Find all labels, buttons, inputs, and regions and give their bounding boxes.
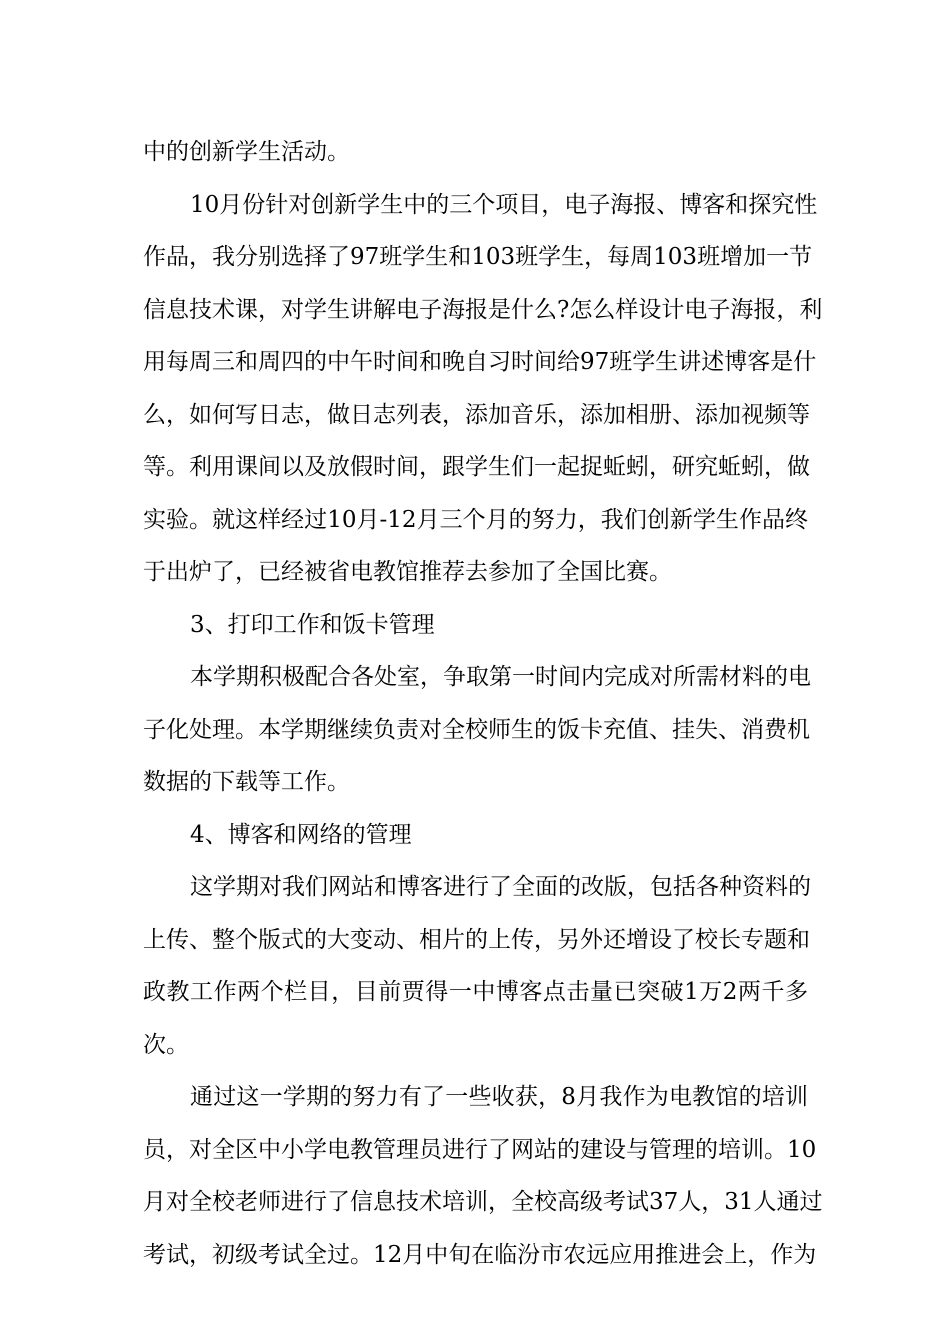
text-line: 考试，初级考试全过。12月中旬在临汾市农远应用推进会上，作为 xyxy=(143,1241,817,1268)
text-line: 实验。就这样经过10月-12月三个月的努力，我们创新学生作品终 xyxy=(143,506,808,533)
text-line: 数据的下载等工作。 xyxy=(143,769,350,795)
text-line: 等。利用课间以及放假时间，跟学生们一起捉蚯蚓，研究蚯蚓，做 xyxy=(143,454,810,480)
text-line: 于出炉了，已经被省电教馆推荐去参加了全国比赛。 xyxy=(143,559,672,585)
text-line: 这学期对我们网站和博客进行了全面的改版，包括各种资料的 xyxy=(190,874,811,900)
text-line: 通过这一学期的努力有了一些收获，8月我作为电教馆的培训 xyxy=(190,1084,808,1110)
text-line: 政教工作两个栏目，目前贾得一中博客点击量已突破1万2两千多 xyxy=(143,979,808,1005)
text-line: 作品，我分别选择了97班学生和103班学生，每周103班增加一节 xyxy=(143,244,813,270)
text-line: 么，如何写日志，做日志列表，添加音乐，添加相册、添加视频等 xyxy=(143,401,810,428)
text-line: 用每周三和周四的中午时间和晚自习时间给97班学生讲述博客是什 xyxy=(143,349,817,375)
text-line: 子化处理。本学期继续负责对全校师生的饭卡充值、挂失、消费机 xyxy=(143,716,810,743)
text-line: 员，对全区中小学电教管理员进行了网站的建设与管理的培训。10 xyxy=(143,1136,817,1163)
section-heading: 3、打印工作和饭卡管理 xyxy=(190,611,435,638)
document-body xyxy=(143,126,823,1281)
text-line: 次。 xyxy=(143,1031,189,1058)
text-line: 中的创新学生活动。 xyxy=(143,139,350,165)
text-line: 本学期积极配合各处室，争取第一时间内完成对所需材料的电 xyxy=(190,664,811,690)
text-line: 10月份针对创新学生中的三个项目，电子海报、博客和探究性 xyxy=(190,191,818,218)
text-line: 月对全校老师进行了信息技术培训，全校高级考试37人，31人通过 xyxy=(143,1189,823,1215)
text-line: 上传、整个版式的大变动、相片的上传，另外还增设了校长专题和 xyxy=(143,926,810,953)
text-line: 信息技术课，对学生讲解电子海报是什么?怎么样设计电子海报，利 xyxy=(143,296,823,323)
section-heading: 4、博客和网络的管理 xyxy=(190,821,412,848)
